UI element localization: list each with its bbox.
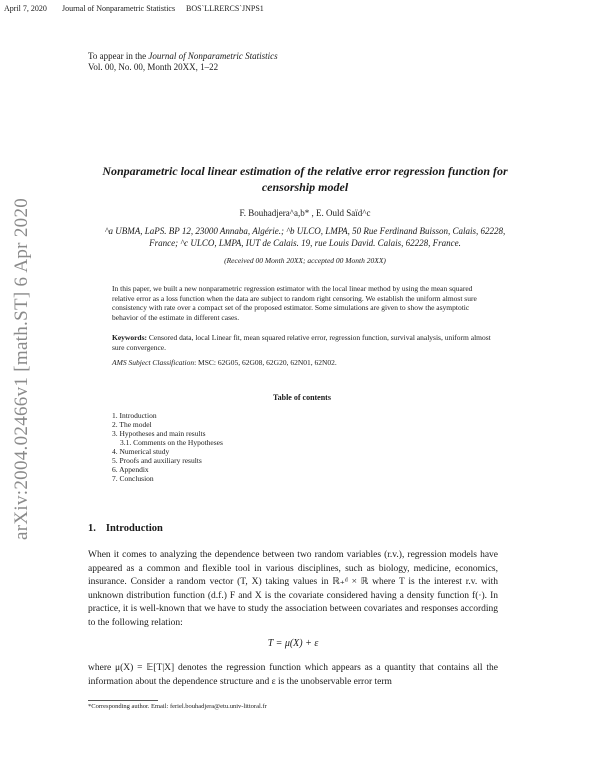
ams-label: AMS Subject Classification	[112, 358, 195, 367]
ams-classification	[112, 358, 337, 367]
appear-prefix: To appear in the	[88, 51, 149, 61]
footnote: *Corresponding author. Email: feriel.bouhadjera@etu.univ-littoral.fr	[88, 703, 267, 710]
abstract: In this paper, we built a new nonparametric regression estimator with the local linear method by using the mean squared relative error as a loss function when the data are subject to random right censoring. We establish the uniform almost sure consistency with rate over a compact set of the proposed estimator. Some simulations are given to show the asymptotic behavior of the estimate in different cases.	[112, 284, 477, 322]
toc-item[interactable]: 4. Numerical study	[112, 447, 170, 456]
appear-line	[88, 51, 278, 62]
toc-item[interactable]: 2. The model	[112, 420, 152, 429]
appear-journal: Journal of Nonparametric Statistics	[148, 51, 278, 61]
toc-item[interactable]: 1. Introduction	[112, 411, 157, 420]
table-of-contents	[112, 411, 223, 483]
toc-item[interactable]: 3. Hypotheses and main results	[112, 429, 206, 438]
keywords	[112, 333, 492, 352]
arxiv-stamp: arXiv:2004.02466v1 [math.ST] 6 Apr 2020	[11, 197, 32, 540]
header-date: April 7, 2020	[4, 4, 47, 13]
section-heading	[88, 523, 163, 534]
section-number: 1.	[88, 523, 96, 534]
received-line: (Received 00 Month 20XX; accepted 00 Month 20XX)	[224, 256, 386, 265]
affiliations: ^a UBMA, LaPS. BP 12, 23000 Annaba, Algérie.; ^b ULCO, LMPA, 50 Rue Ferdinand Buisson, Calais, 62228, France; ^c ULCO, LMPA, IUT de Calais. 19, rue Louis David. Calais, 62228, France.	[104, 226, 506, 248]
intro-paragraph-2: where μ(X) = 𝔼[T|X] denotes the regression function which appears as a quantity that contains all the information about the dependence structure and ε is the unobservable error term	[88, 663, 498, 687]
toc-item[interactable]: 7. Conclusion	[112, 474, 154, 483]
volume-line: Vol. 00, No. 00, Month 20XX, 1–22	[88, 62, 219, 72]
regression-equation: T = μ(X) + ε	[267, 638, 319, 649]
toc-title: Table of contents	[273, 393, 331, 402]
footnote-rule	[88, 700, 158, 701]
authors: F. Bouhadjera^a,b* , E. Ould Saïd^c	[239, 208, 371, 218]
keywords-label: Keywords:	[112, 333, 147, 342]
header-code: BOSˋLLRERCSˋJNPS1	[186, 4, 264, 13]
keywords-text: Censored data, local Linear fit, mean squared relative error, regression function, survival analysis, uniform almost sure convergence.	[112, 333, 491, 352]
toc-item[interactable]: 5. Proofs and auxiliary results	[112, 456, 202, 465]
header-journal: Journal of Nonparametric Statistics	[62, 4, 176, 13]
paper-title: Nonparametric local linear estimation of the relative error regression function for censorship model	[102, 164, 508, 194]
toc-item[interactable]: 6. Appendix	[112, 465, 149, 474]
toc-item[interactable]: 3.1. Comments on the Hypotheses	[120, 438, 223, 447]
section-title: Introduction	[105, 523, 163, 534]
ams-text: : MSC: 62G05, 62G08, 62G20, 62N01, 62N02.	[194, 358, 337, 367]
intro-paragraph-1: When it comes to analyzing the dependence between two random variables (r.v.), regression models have appeared as a common and flexible tool in various disciplines, such as biology, medicine, economics, insurance. Consider a random vector (T, X) taking values in ℝ₊ᵈ × ℝ where T is the interest r.v. with unknown distribution function (d.f.) F and X is the covariate considered having a density function f(·). In practice, it is well-known that we have to study the association between covariates and responses according to the following relation:	[88, 550, 498, 628]
